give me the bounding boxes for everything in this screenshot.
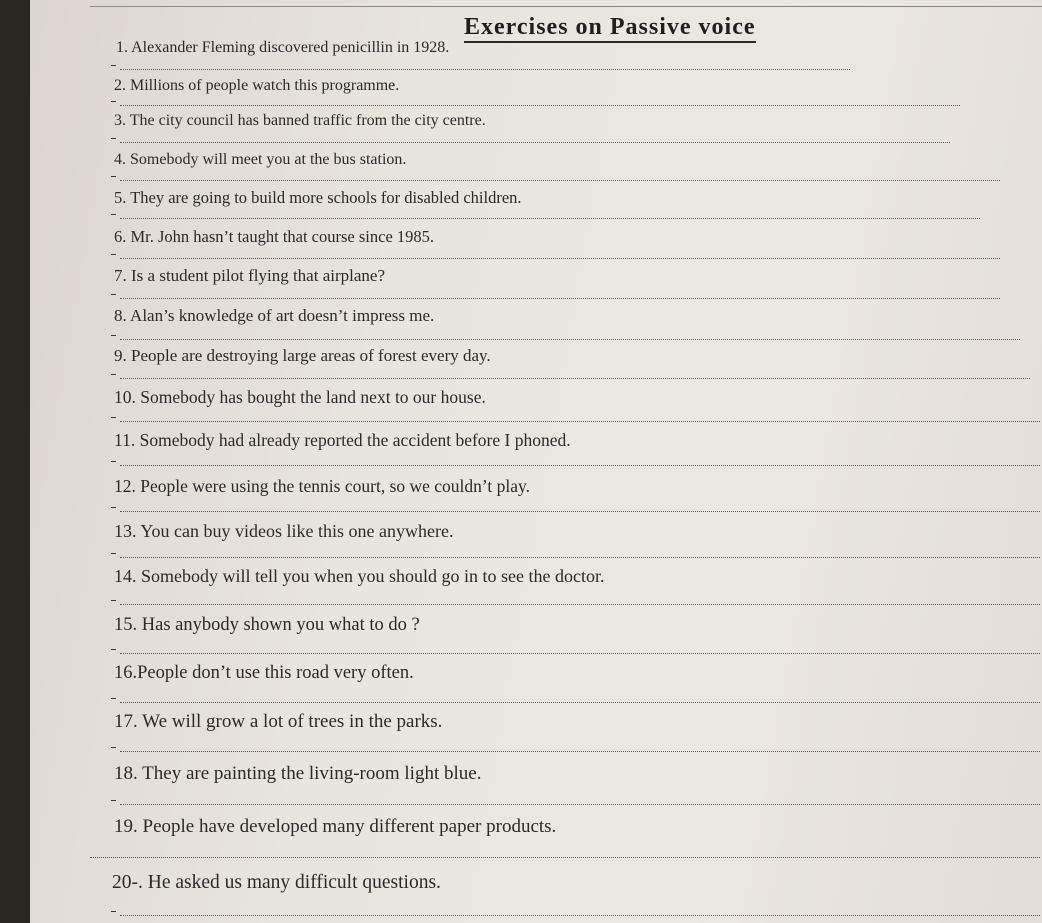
worksheet-page	[30, 0, 1042, 923]
exercise-item	[86, 225, 1042, 255]
answer-line[interactable]	[120, 142, 950, 143]
answer-line[interactable]	[120, 105, 960, 106]
answer-dash	[111, 254, 116, 255]
exercise-item	[86, 74, 1042, 104]
answer-line[interactable]	[120, 218, 980, 219]
exercise-item	[86, 474, 1042, 504]
answer-line[interactable]	[120, 557, 1040, 558]
answer-dash	[111, 507, 116, 508]
worksheet-title: Exercises on Passive voice	[464, 13, 756, 43]
question-text: 5. They are going to build more schools for disabled children.	[114, 188, 522, 207]
answer-dash	[111, 374, 116, 375]
question-text: 7. Is a student pilot flying that airplane?	[114, 266, 385, 285]
exercise-item	[86, 385, 1042, 415]
answer-line[interactable]	[120, 804, 1040, 805]
question-text: 10. Somebody has bought the land next to our house.	[114, 387, 486, 407]
answer-line[interactable]	[120, 702, 1040, 703]
question-text: 1. Alexander Fleming discovered penicillin in 1928.	[116, 39, 450, 56]
exercise-item	[86, 344, 1042, 374]
answer-line[interactable]	[120, 378, 1030, 379]
answer-line[interactable]	[120, 298, 1000, 299]
question-text: 16.People don’t use this road very often.	[114, 663, 414, 683]
question-text: 11. Somebody had already reported the accident before I phoned.	[114, 430, 571, 450]
answer-dash	[111, 911, 116, 912]
question-text: 15. Has anybody shown you what to do ?	[114, 615, 420, 635]
answer-dash	[111, 417, 116, 418]
question-text: 19. People have developed many different paper products.	[114, 816, 557, 837]
question-text: 20-. He asked us many difficult questions.	[112, 872, 441, 893]
question-text: 6. Mr. John hasn’t taught that course since 1985.	[114, 227, 435, 246]
answer-dash	[111, 335, 116, 336]
exercise-item	[86, 264, 1042, 294]
question-text: 14. Somebody will tell you when you should go in to see the doctor.	[114, 566, 605, 586]
answer-line[interactable]	[120, 258, 1000, 259]
exercise-item	[86, 871, 1042, 901]
answer-dash	[111, 176, 116, 177]
answer-dash	[111, 747, 116, 748]
question-text: 2. Millions of people watch this programme.	[114, 77, 400, 94]
exercise-item	[86, 109, 1042, 139]
exercise-item	[86, 710, 1042, 740]
answer-dash	[111, 214, 116, 215]
answer-line[interactable]	[120, 511, 1040, 512]
answer-dash	[111, 101, 116, 102]
exercise-item	[86, 36, 1042, 66]
exercise-item	[86, 661, 1042, 691]
answer-line[interactable]	[120, 465, 1040, 466]
answer-line[interactable]	[120, 69, 850, 70]
answer-line[interactable]	[90, 857, 1040, 858]
exercise-item	[86, 519, 1042, 549]
answer-dash	[111, 698, 116, 699]
question-text: 17. We will grow a lot of trees in the parks.	[114, 711, 443, 732]
answer-dash	[111, 649, 116, 650]
answer-line[interactable]	[120, 180, 1000, 181]
answer-line[interactable]	[120, 653, 1040, 654]
answer-dash	[111, 800, 116, 801]
question-text: 4. Somebody will meet you at the bus station.	[114, 151, 407, 168]
answer-dash	[111, 294, 116, 295]
answer-dash	[111, 600, 116, 601]
exercise-item	[86, 148, 1042, 178]
answer-line[interactable]	[120, 339, 1020, 340]
exercise-item	[86, 428, 1042, 458]
answer-line[interactable]	[120, 751, 1040, 752]
answer-line[interactable]	[120, 421, 1040, 422]
top-rule	[90, 6, 1042, 7]
question-text: 18. They are painting the living-room light blue.	[114, 763, 482, 784]
answer-line[interactable]	[120, 915, 1040, 916]
exercise-item	[86, 762, 1042, 792]
answer-dash	[111, 138, 116, 139]
question-text: 12. People were using the tennis court, so we couldn’t play.	[114, 476, 531, 496]
question-text: 9. People are destroying large areas of forest every day.	[114, 346, 491, 365]
question-text: 3. The city council has banned traffic from the city centre.	[114, 112, 486, 129]
question-text: 13. You can buy videos like this one anywhere.	[114, 521, 454, 541]
exercise-item	[86, 815, 1042, 845]
exercise-item	[86, 613, 1042, 643]
answer-dash	[111, 461, 116, 462]
answer-line[interactable]	[120, 604, 1040, 605]
exercise-item	[86, 564, 1042, 594]
question-text: 8. Alan’s knowledge of art doesn’t impress me.	[114, 306, 435, 325]
exercise-item	[86, 186, 1042, 216]
answer-dash	[111, 65, 116, 66]
exercise-item	[86, 304, 1042, 334]
answer-dash	[111, 553, 116, 554]
